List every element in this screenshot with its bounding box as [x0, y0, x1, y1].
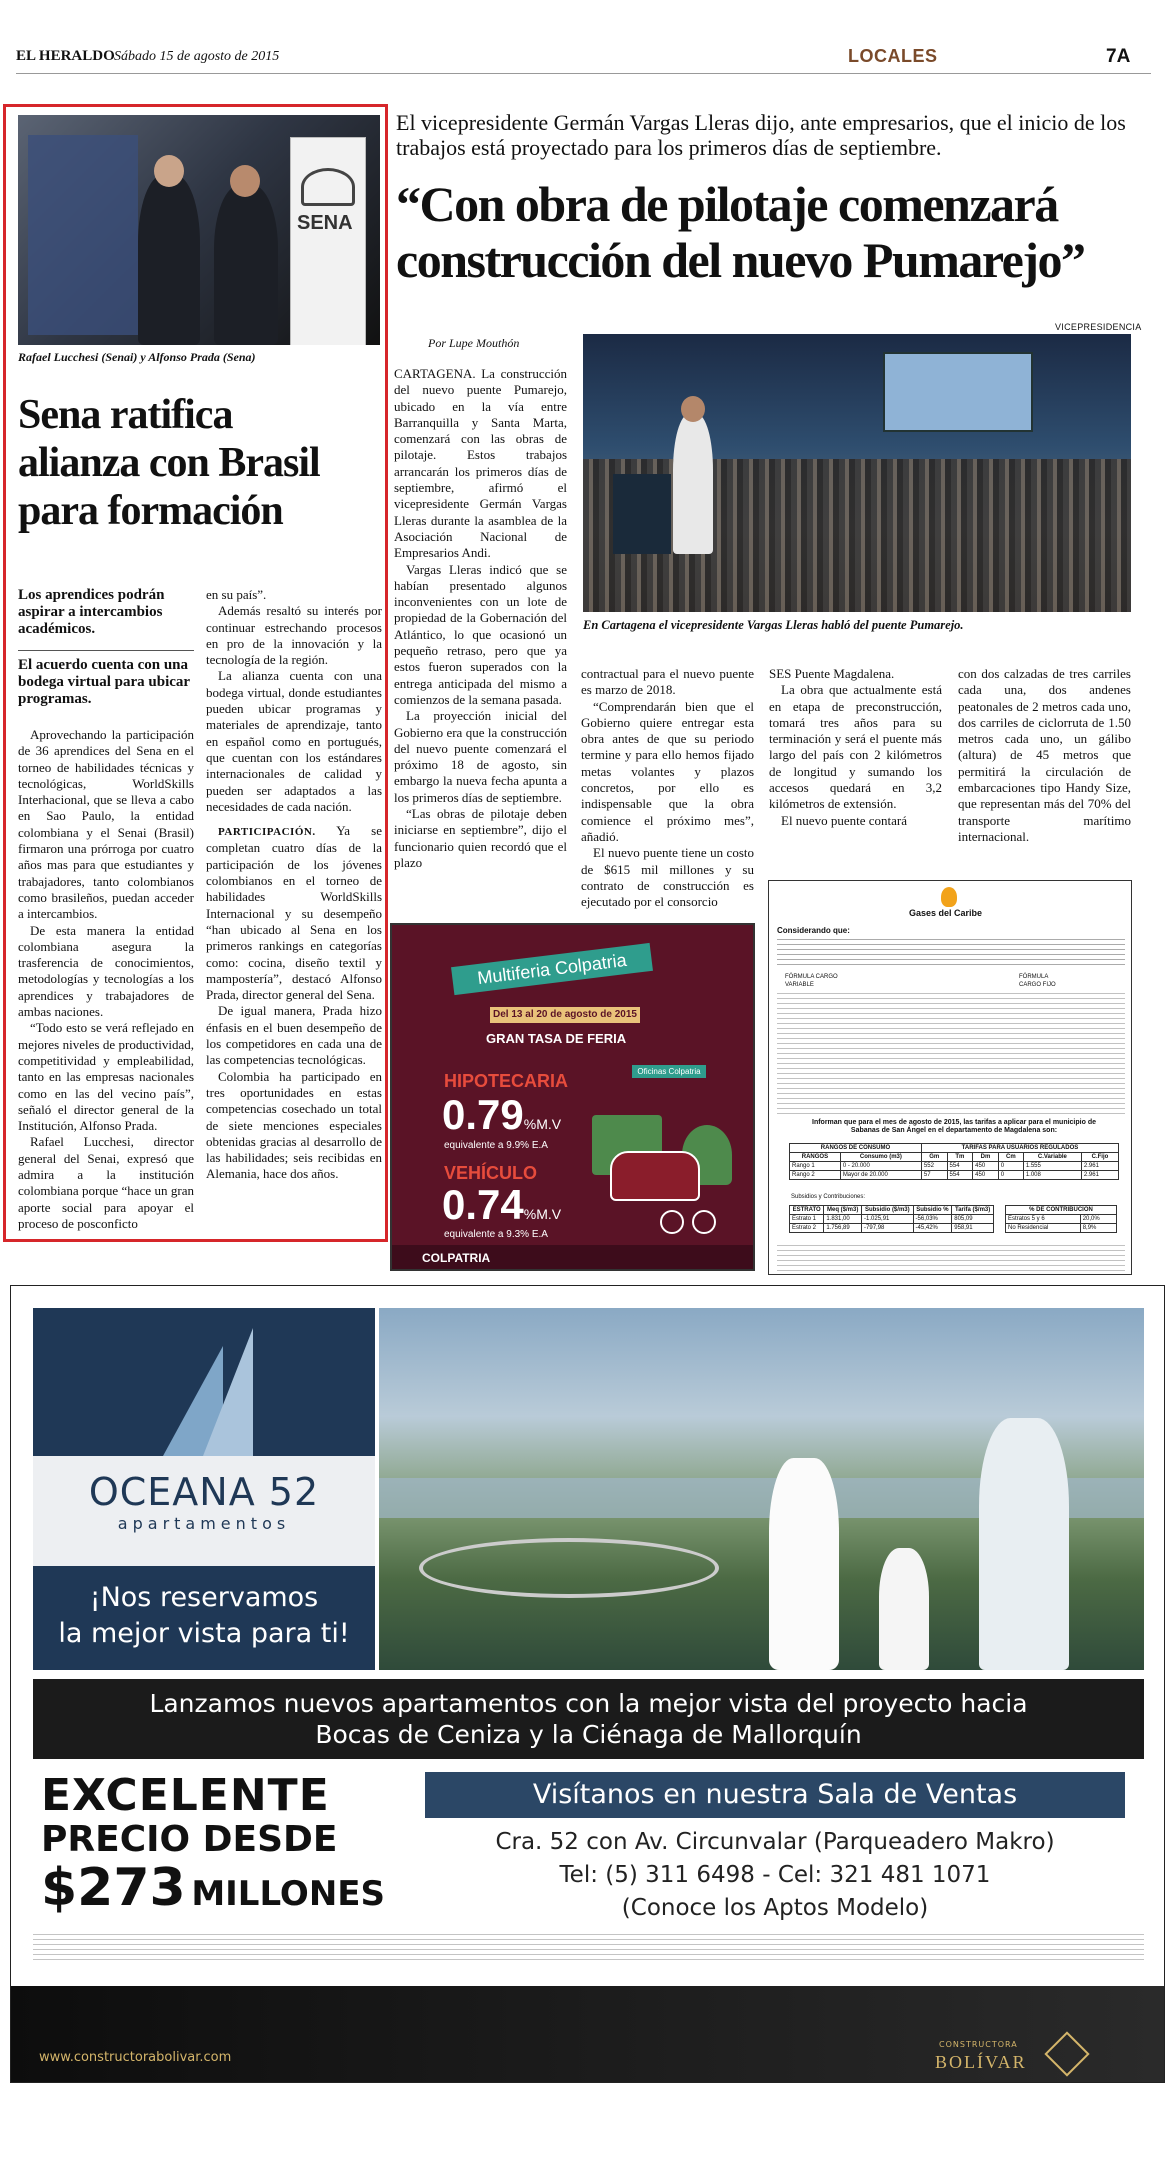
- colpatria-ad[interactable]: [390, 923, 755, 1271]
- column-header: Dm: [973, 1153, 999, 1162]
- person-right: [214, 185, 278, 345]
- sena-photo: [18, 115, 380, 345]
- photo-caption: Rafael Lucchesi (Senai) y Alfonso Prada (Sena): [18, 350, 256, 364]
- paragraph: Además resaltó su interés por continuar estrechando procesos en pro de la innovación y la tecnología de la región.: [206, 603, 382, 668]
- cell: Estrato 2: [790, 1224, 824, 1233]
- price-line-3: [41, 1860, 401, 1928]
- gas-inform: Informan que para el mes de agosto de 2015, las tarifas a aplicar para el municipio de Sabanas de San Ángel en el departamento de Magdalena son:: [812, 1119, 1096, 1134]
- headline-line-2: construcción del nuevo Pumarejo”: [396, 232, 1085, 288]
- ad-tagline: GRAN TASA DE FERIA: [486, 1031, 627, 1046]
- pumarejo-headline: [396, 176, 1156, 288]
- cell: Rango 1: [790, 1162, 841, 1171]
- rate-unit: %M.V: [523, 1116, 562, 1132]
- table-row: [790, 1215, 994, 1224]
- sena-banner: [290, 137, 366, 345]
- column-a: [394, 366, 567, 871]
- podium: [613, 474, 671, 554]
- family-photo: [379, 1308, 1144, 1670]
- vehicle-rate: [442, 1181, 561, 1229]
- formula-fixed: FÓRMULA CARGO FIJO: [1019, 974, 1056, 988]
- sales-room-banner: Visítanos en nuestra Sala de Ventas: [425, 1772, 1125, 1818]
- paragraph: Ya se completan cuatro días de la participación de los jóvenes colombianos en el torneo de habilidades WorldSkills Internacional y su desempeño “han ubicado al Sena en los primeros rankings en categorías como: cocina, diseño textil y mampostería”, destacó Alfonso Prada, director general del Sena.: [206, 823, 382, 1003]
- column-d: [958, 666, 1131, 845]
- car-circle-icon: [692, 1210, 716, 1234]
- paragraph: en su país”.: [206, 587, 267, 602]
- cell: 450: [973, 1162, 999, 1171]
- column-header: Consumo (m3): [840, 1153, 921, 1162]
- headline-line-1: “Con obra de pilotaje comenzará: [396, 176, 1058, 232]
- legal-fine-print: [33, 1934, 1144, 1962]
- models-line: (Conoce los Aptos Modelo): [621, 1895, 929, 1921]
- brand-name: COLPATRIA: [422, 1251, 491, 1265]
- announcement-line-2: Bocas de Ceniza y la Ciénaga de Mallorquín: [315, 1720, 862, 1749]
- car-icon: [610, 1151, 700, 1201]
- paragraph: El nuevo puente contará: [781, 812, 907, 828]
- slogan-line-2: la mejor vista para ti!: [58, 1618, 350, 1649]
- price-line-2: PRECIO DESDE: [41, 1819, 338, 1860]
- cell: 57: [921, 1171, 947, 1180]
- column-header: Tarifa ($/m3): [952, 1206, 994, 1215]
- column-1: [18, 727, 194, 1232]
- table-header: RANGOS DE CONSUMO: [790, 1144, 922, 1153]
- cell: 2.961: [1081, 1162, 1118, 1171]
- paragraph: con dos calzadas de tres carriles cada una, dos andenes peatonales de 2 metros cada uno, dos carriles de ciclorruta de 1.50 metros cada uno, un gálibo (altura) de 45 metros que permitirá la circulación de embarcaciones tipo Handy Size, que representan más del 70% del transporte marítimo internacional.: [958, 666, 1131, 844]
- cell: 552: [921, 1162, 947, 1171]
- cell: 0 - 20.000: [840, 1162, 921, 1171]
- column-header: Gm: [921, 1153, 947, 1162]
- headline-line-3: para formación: [18, 488, 283, 534]
- announcement-band: [33, 1679, 1144, 1759]
- brand-subtitle: apartamentos: [117, 1514, 291, 1533]
- head-left: [154, 155, 184, 187]
- section-mark: PARTICIPACIÓN.: [218, 826, 316, 839]
- person-man: [979, 1418, 1069, 1670]
- paragraph: contractual para el nuevo puente es marzo de 2018.: [581, 666, 754, 698]
- subsidy-table: [789, 1205, 994, 1233]
- column-header: ESTRATO: [790, 1206, 824, 1215]
- paragraph: De esta manera la entidad colombiana asegura la trasferencia de conocimientos, metodologías y tecnologías a los aprendices y trabajadores de ambas naciones.: [18, 922, 194, 1020]
- gas-legal-text: [777, 939, 1125, 969]
- website-link[interactable]: www.constructorabolivar.com: [39, 2050, 232, 2065]
- highway: [419, 1538, 719, 1598]
- cell: 554: [947, 1162, 973, 1171]
- mortgage-rate: [442, 1091, 561, 1139]
- address-line: Cra. 52 con Av. Circunvalar (Parqueadero Makro): [495, 1829, 1055, 1855]
- column-header: C.Variable: [1023, 1153, 1081, 1162]
- paragraph: La proyección inicial del Gobierno era que la construcción del nuevo puente comenzará el próximo 18 de agosto, sin embargo la nueva fecha apunta a los primeros días de septiembre.: [394, 708, 567, 805]
- masthead: [16, 44, 1151, 74]
- page-number: 7A: [1106, 46, 1131, 67]
- paragraph: De igual manera, Prada hizo énfasis en el buen desempeño de los competidores en cada una de las competencias tecnológicas.: [206, 1003, 382, 1068]
- brand-bar: [392, 1245, 755, 1271]
- sena-article-box: [3, 104, 388, 1242]
- column-header: Cm: [998, 1153, 1023, 1162]
- newspaper-name: EL HERALDO: [16, 48, 115, 64]
- edition-date: Sábado 15 de agosto de 2015: [114, 49, 280, 64]
- sails-logo-icon-2: [203, 1328, 253, 1456]
- subsidy-note: Subsidios y Contribuciones:: [791, 1194, 866, 1200]
- cell: Estratos 5 y 6: [1006, 1215, 1081, 1224]
- formula-variable: FÓRMULA CARGO VARIABLE: [785, 974, 838, 988]
- gas-brand: Gases del Caribe: [909, 908, 983, 918]
- column-2: [206, 587, 382, 1183]
- conference-photo: [583, 334, 1131, 612]
- table-row: [790, 1171, 1119, 1180]
- announcement-line-1: Lanzamos nuevos apartamentos con la mejor vista del proyecto hacia: [149, 1689, 1028, 1718]
- table-row: [790, 1224, 994, 1233]
- price-amount: $273: [41, 1858, 186, 1918]
- column-b: [581, 666, 754, 910]
- sena-logo-icon: [301, 168, 355, 206]
- column-header: Subsidio ($/m3): [862, 1206, 914, 1215]
- person-left: [138, 175, 200, 345]
- vehicle-label: VEHÍCULO: [444, 1163, 538, 1183]
- paragraph: Colombia ha participado en tres oportunidades en estas competencias cosechado un total de siete menciones especiales obtenidas gracias al desarrollo de las habilidades; seis recibidas en Alemania, hace dos años.: [206, 1068, 382, 1182]
- oceana-brand-panel: [33, 1308, 375, 1670]
- cell: -45,42%: [913, 1224, 952, 1233]
- cell: Estrato 1: [790, 1215, 824, 1224]
- paragraph: Rafael Lucchesi, director general del Senai, expresó que admira a la institución colombiana porque “hace un gran aporte social para apoyar el proceso de posconficto: [18, 1134, 194, 1231]
- paragraph: Vargas Lleras indicó que se habían presentado algunos inconvenientes con un lote de propiedad de la Gobernación del Atlántico, lo que ocasionó un pequeño retraso, pero que ya estos fueron superados con la entrega anticipada del mismo a comienzos de la semana pasada.: [394, 561, 567, 707]
- gas-heading: Considerando que:: [777, 926, 850, 935]
- oceana-52-ad[interactable]: [10, 1285, 1165, 2083]
- builder-name: BOLÍVAR: [935, 2052, 1027, 2072]
- cell: -1.025,91: [862, 1215, 914, 1224]
- sena-logo-text: SENA: [297, 212, 353, 234]
- cell: No Residencial: [1006, 1224, 1081, 1233]
- byline: Por Lupe Mouthón: [428, 336, 520, 350]
- senai-banner: [28, 135, 138, 335]
- section-name: LOCALES: [848, 46, 938, 66]
- gas-definitions: [777, 993, 1125, 1115]
- photo-credit: VICEPRESIDENCIA: [1055, 322, 1142, 332]
- builder-bar: [11, 1986, 1164, 2082]
- cell: 1.831,00: [824, 1215, 862, 1224]
- paragraph: “Las obras de pilotaje deben iniciarse en septiembre”, dijo el funcionario quien recordó que el plazo: [394, 806, 567, 870]
- oceana-brand: [33, 1456, 375, 1566]
- table-row: [1006, 1224, 1117, 1233]
- rate-value: 0.74: [442, 1181, 524, 1228]
- person-woman: [769, 1458, 839, 1670]
- cell: 2.961: [1081, 1171, 1118, 1180]
- person-child: [879, 1548, 929, 1670]
- table-header: TARIFAS PARA USUARIOS REGULADOS: [921, 1144, 1118, 1153]
- article-deck: El vicepresidente Germán Vargas Lleras dijo, ante empresarios, que el inicio de los trabajos está proyectado para los primeros días de septiembre.: [396, 110, 1126, 160]
- speaker-head: [681, 396, 705, 422]
- sales-address: [415, 1826, 1135, 1925]
- column-header: % DE CONTRIBUCION: [1006, 1206, 1117, 1215]
- cell: Mayor de 20.000: [840, 1171, 921, 1180]
- phone-line: Tel: (5) 311 6498 - Cel: 321 481 1071: [559, 1862, 991, 1888]
- column-header: Meq ($/m3): [824, 1206, 862, 1215]
- column-header: Tm: [947, 1153, 973, 1162]
- cell: 805,09: [952, 1215, 994, 1224]
- gases-del-caribe-notice: [768, 880, 1132, 1275]
- slogan-line-1: ¡Nos reservamos: [89, 1582, 319, 1613]
- cell: 0: [998, 1162, 1023, 1171]
- paragraph: CARTAGENA. La construcción del nuevo puente Pumarejo, ubicado en la vía entre Barranquilla y Santa Marta, comenzará con las obras de pilotaje. Estos trabajos arrancarán los primeros días de septiembre, afirmó el vicepresidente Germán Vargas Lleras durante la asamblea de la Asociación Nacional de Empresarios Andi.: [394, 366, 567, 561]
- cell: 450: [973, 1171, 999, 1180]
- head-right: [230, 165, 260, 197]
- conference-caption: En Cartagena el vicepresidente Vargas Lleras habló del puente Pumarejo.: [583, 618, 964, 632]
- column-c: [769, 666, 942, 829]
- cell: 1.008: [1023, 1171, 1081, 1180]
- office-sign: Oficinas Colpatria: [632, 1065, 706, 1078]
- builder-logo-icon: [1044, 2031, 1089, 2076]
- rate-unit: %M.V: [523, 1206, 562, 1222]
- ad-dates: Del 13 al 20 de agosto de 2015: [490, 1007, 640, 1023]
- column-header: RANGOS: [790, 1153, 841, 1162]
- price-line-1: EXCELENTE: [41, 1770, 330, 1821]
- table-row: [1006, 1215, 1117, 1224]
- cell: 0: [998, 1171, 1023, 1180]
- article-headline: [18, 391, 386, 535]
- price-block: [41, 1772, 401, 1928]
- gas-footnote: [777, 1245, 1125, 1271]
- cell: -797,98: [862, 1224, 914, 1233]
- paragraph: “Todo esto se verá reflejado en mejores niveles de productividad, competitividad y empleabilidad, tanto en las empresas nacionales como en las del vecino país”, señaló el director general de la Institución, Alfonso Prada.: [18, 1020, 194, 1134]
- home-circle-icon: [660, 1210, 684, 1234]
- cell: Rango 2: [790, 1171, 841, 1180]
- cell: 20,0%: [1080, 1215, 1116, 1224]
- speaker: [673, 414, 713, 554]
- builder-label: CONSTRUCTORA: [939, 2040, 1018, 2049]
- paragraph: “Comprendarán bien que el Gobierno quiere entregar esta obra antes de que su periodo termine y para ello hemos fijado metas volantes y plazos concretos, por ello es indispensable que la obra comience el próximo mes”, añadió.: [581, 698, 754, 844]
- paragraph: La obra que actualmente está en etapa de preconstrucción, tomará tres años para su terminación y será el puente más largo del país con 2 kilómetros de longitud y sumando los accesos quedará en 3,2 kilómetros de extensión.: [769, 682, 942, 812]
- price-unit: MILLONES: [191, 1874, 385, 1914]
- column-header: Subsidio %: [913, 1206, 952, 1215]
- flame-icon: [941, 887, 957, 907]
- headline-line-2: alianza con Brasil: [18, 440, 320, 486]
- cell: 1.555: [1023, 1162, 1081, 1171]
- contribution-table: [1005, 1205, 1117, 1233]
- cell: -56,03%: [913, 1215, 952, 1224]
- mortgage-equiv: equivalente a 9.9% E.A: [444, 1140, 548, 1151]
- paragraph: El nuevo puente tiene un costo de $615 mil millones y su contrato de construcción es ejecutado por el consorcio: [581, 845, 754, 910]
- cell: 554: [947, 1171, 973, 1180]
- paragraph: La alianza cuenta con una bodega virtual, donde estudiantes pueden ubicar programas y materiales de aprendizaje, tanto en español como en portugués, que cuentan con los estándares internacionales de calidad y pueden ser adaptados a las necesidades de cada nación.: [206, 668, 382, 814]
- stage-screen: [883, 352, 1033, 432]
- vehicle-equiv: equivalente a 9.3% E.A: [444, 1229, 548, 1240]
- mortgage-label: HIPOTECARIA: [444, 1071, 569, 1091]
- paragraph: Aprovechando la participación de 36 aprendices del Sena en el torneo de habilidades técnicas y tecnológicas, WorldSkills Interhacional, que se lleva a cabo en Sao Paulo, la entidad colombiana y el Senai (Brasil) firmaron una prórroga por cuatro años mas para que estudiantes y trabajadores, tanto colombianos como brasileños, puedan acceder a intercambios.: [18, 727, 194, 922]
- paragraph: SES Puente Magdalena.: [769, 666, 895, 681]
- cell: 1.756,89: [824, 1224, 862, 1233]
- divider: [18, 650, 194, 651]
- headline-line-1: Sena ratifica: [18, 392, 233, 438]
- subhead-1: Los aprendices podrán aspirar a intercambios académicos.: [18, 587, 165, 637]
- table-row: [790, 1162, 1119, 1171]
- tariff-table: [789, 1143, 1119, 1180]
- rate-value: 0.79: [442, 1091, 524, 1138]
- subhead-2: El acuerdo cuenta con una bodega virtual para ubicar programas.: [18, 657, 190, 707]
- column-header: C.Fijo: [1081, 1153, 1118, 1162]
- slogan: [33, 1580, 375, 1652]
- cell: 8,9%: [1080, 1224, 1116, 1233]
- cell: 958,91: [952, 1224, 994, 1233]
- brand-name: OCEANA 52: [88, 1470, 320, 1514]
- ad-title: Multiferia Colpatria: [451, 943, 653, 995]
